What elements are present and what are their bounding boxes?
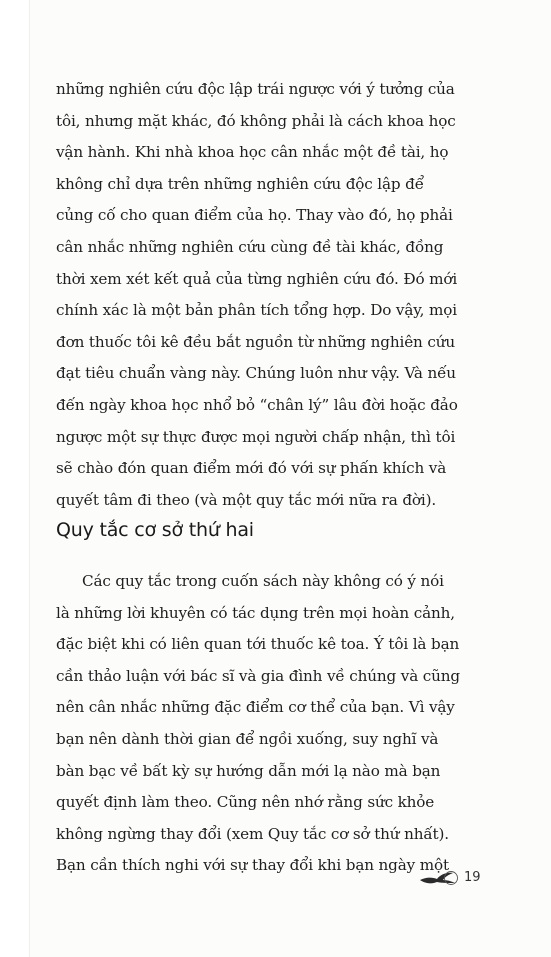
- text-line: tôi, nhưng mặt khác, đó không phải là cách khoa học: [56, 111, 456, 130]
- text-line: là những lời khuyên có tác dụng trên mọi hoàn cảnh,: [56, 603, 455, 622]
- body-paragraph-1: [56, 74, 470, 516]
- text-line: quyết tâm đi theo (và một quy tắc mới nữa ra đời).: [56, 490, 437, 509]
- text-line: không chỉ dựa trên những nghiên cứu độc lập để: [56, 174, 424, 193]
- section-heading: Quy tắc cơ sở thứ hai: [56, 519, 254, 541]
- text-line: chính xác là một bản phân tích tổng hợp. Do vậy, mọi: [56, 301, 457, 320]
- body-paragraph-2: [56, 566, 470, 882]
- text-line: cần thảo luận với bác sĩ và gia đình về chúng và cũng: [56, 666, 460, 685]
- text-line: bàn bạc về bất kỳ sự hướng dẫn mới lạ nào mà bạn: [56, 761, 441, 780]
- text-line: thời xem xét kết quả của từng nghiên cứu đó. Đó mới: [56, 269, 458, 288]
- text-line: đơn thuốc tôi kê đều bắt nguồn từ những nghiên cứu: [56, 332, 455, 351]
- page-footer: [418, 868, 481, 886]
- text-line: vận hành. Khi nhà khoa học cân nhắc một đề tài, họ: [56, 143, 449, 162]
- page-number: 19: [464, 869, 481, 885]
- text-line: ngược một sự thực được mọi người chấp nhận, thì tôi: [56, 427, 456, 446]
- text-line: củng cố cho quan điểm của họ. Thay vào đó, họ phải: [56, 206, 453, 225]
- text-line: cân nhắc những nghiên cứu cùng đề tài khác, đồng: [56, 237, 444, 256]
- text-line: đạt tiêu chuẩn vàng này. Chúng luôn như vậy. Và nếu: [56, 364, 456, 383]
- text-line: không ngừng thay đổi (xem Quy tắc cơ sở thứ nhất).: [56, 824, 449, 843]
- text-line: bạn nên dành thời gian để ngồi xuống, suy nghĩ và: [56, 729, 439, 748]
- text-line: những nghiên cứu độc lập trái ngược với ý tưởng của: [56, 80, 455, 98]
- text-line: đến ngày khoa học nhổ bỏ “chân lý” lâu đời hoặc đảo: [56, 395, 458, 414]
- text-line: nên cân nhắc những đặc điểm cơ thể của bạn. Vì vậy: [56, 698, 455, 717]
- text-line: sẽ chào đón quan điểm mới đó với sự phấn khích và: [56, 459, 447, 478]
- text-line: Bạn cần thích nghi với sự thay đổi khi bạn ngày một: [56, 856, 449, 875]
- swallow-ornament-icon: [418, 868, 458, 886]
- text-line: Các quy tắc trong cuốn sách này không có ý nói: [82, 572, 444, 590]
- text-line: quyết định làm theo. Cũng nên nhớ rằng sức khỏe: [56, 793, 435, 812]
- text-line: đặc biệt khi có liên quan tới thuốc kê toa. Ý tôi là bạn: [56, 635, 460, 654]
